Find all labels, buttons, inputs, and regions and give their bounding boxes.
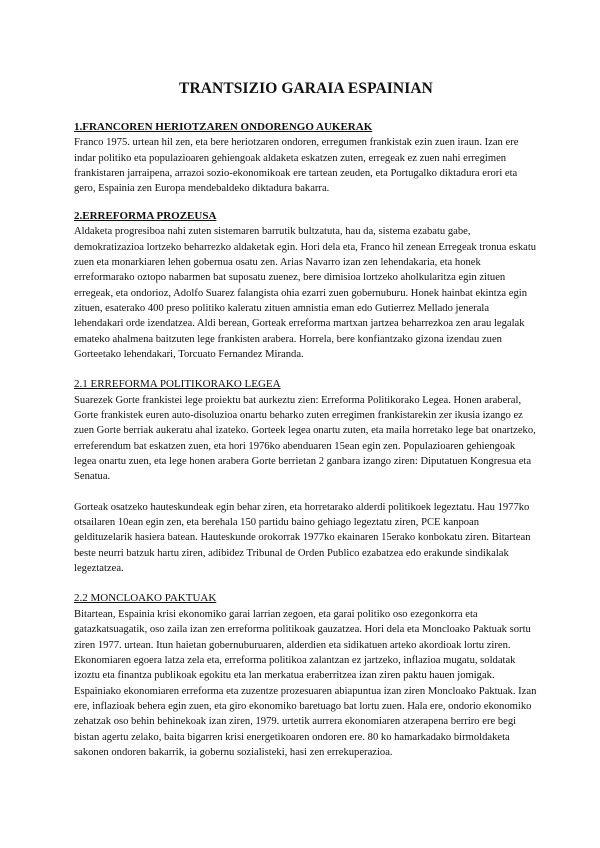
subsection-heading: 2.2 MONCLOAKO PAKTUAK [74,592,217,605]
section-2 [74,209,538,363]
section-paragraph: Aldaketa progresiboa nahi zuten sistemaren barrutik bultzatuta, hau da, sistema ezabatu gabe, demokratizazioa lortzeko beharrezko aldaketak egin. Hori dela eta, Franco hil zenean Erregeak tronua eskatu zuen eta monarkiaren lehen gobernua osatu zen. Arias Navarro izan zen lehendakaria, eta honek erreformarako oztopo nabarmen bat suposatu zuenez, bere dimisioa lortzeko aholkularitza egin zituen erregeak, eta ondorioz, Adolfo Suarez falangista ohia ezarri zuen gobernuburu. Honek hainbat ekintza egin zituen, esaterako 400 preso politiko kaleratu zituen amnistia eman edo Gutierrez Mellado jenerala lehendakari orde izendatzea. Aldi berean, Gorteak erreforma martxan jartzea beharrezkoa zen arau legalak emateko ahalmena baitzuten lege frankisten arabera. Horrela, bere konfiantzako gizona izendau zuen Gorteetako lehendakari, Torcuato Fernandez Miranda. [74,226,537,360]
document-title: TRANTSIZIO GARAIA ESPAINIAN [179,80,433,97]
section-2-1 [74,377,538,576]
section-paragraph: Bitartean, Espainia krisi ekonomiko garai larrian zegoen, eta garai politiko oso ezegonkorra eta gatazkatsuagatik, oso zaila izan zen erreforma politikoak gauzatzea. Hori dela eta Moncloako Paktuak sortu ziren 1977. urtean. Itun haietan gobernuburuaren, alderdien eta sidikatuen arteko akordioak lortu ziren. Ekonomiaren egoera latza zela eta, erreforma politikoa zalantzan ez jartzeko, inflazioa mugatu, soldatak izoztu eta finantza publikoak egokitu eta lan merkatua eraberritzea izan ziren paktu hauen jomigak. Espainiako ekonomiaren erreforma eta zuzentze prozesuaren abiapuntua izan ziren Moncloako Paktuak. Izan ere, inflazioak behera egin zuen, eta giro ekonomiko baretuago bat lortu zuen. Hala ere, ondorio ekonomiko zehatzak oso behin behinekoak izan ziren, 1979. urtetik aurrera ekonomiaren atzerapena berriro ere begi bistan agertu zelako, baita bigarren krisi energetikoaren ondoren ere. 80 ko hamarkadako birmoldaketa sakonen ondoren bakarrik, ia gobernu sozialisteki, hasi zen errekuperazioa. [74,608,537,758]
section-1 [74,120,538,197]
section-heading: 2.ERREFORMA PROZEUSA [74,209,217,222]
section-paragraph: Gorteak osatzeko hauteskundeak egin behar ziren, eta horretarako alderdi politikoek legeztatu. Hau 1977ko otsailaren 10ean egin zen, eta berehala 150 partidu baino gehiago legeztatu ziren, PCE kanpoan geldituzelarik hasiera batean. Hauteskunde orokorrak 1977ko ekainaren 15erako konbokatu ziren. Bitartean beste neurri batzuk hartu ziren, adibidez Tribunal de Orden Publico ezabatzea edo erakunde sindikalak legeztatzea. [74,501,531,575]
section-heading: 1.FRANCOREN HERIOTZAREN ONDORENGO AUKERAK [74,121,373,133]
section-paragraph: Suarezek Gorte frankistei lege proiektu bat aurkeztu zien: Erreforma Politikorako Legea. Honen araberal, Gorte frankistek euren auto-disoluzioa onartu beharko zuten erregimen frankistarekin zer ikusia izango ez zuen Gorte berriak aukeratu ahal izateko. Gorteek legea onartu zuten, eta maila horretako lege bat onartzeko, erreferendum bat eskatzen zuen, eta hori 1976ko abenduaren 15ean egin zen. Populazioaren gehiengoak legea onartu zuen, eta lege honen arabera Gorte berrietan 2 ganbara izango ziren: Diputatuen Kongresua eta Senatua. [74,394,536,483]
subsection-heading: 2.1 ERREFORMA POLITIKORAKO LEGEA [74,378,281,391]
section-paragraph: Franco 1975. urtean hil zen, eta bere heriotzaren ondoren, erregumen frankistak ezin zuen iraun. Izan ere indar politiko eta populazioaren gehiengoak aldaketa eskatzen zuten, erregeak ez zuen nahi erregimen frankistaren jarraipena, arrazoi sozio-ekonomikoak ere tartean zeuden, eta Portugalko diktadura erori eta gero, Espainia zen Europa mendebaldeko diktadura bakarra. [74,137,519,195]
section-2-2 [74,591,538,760]
